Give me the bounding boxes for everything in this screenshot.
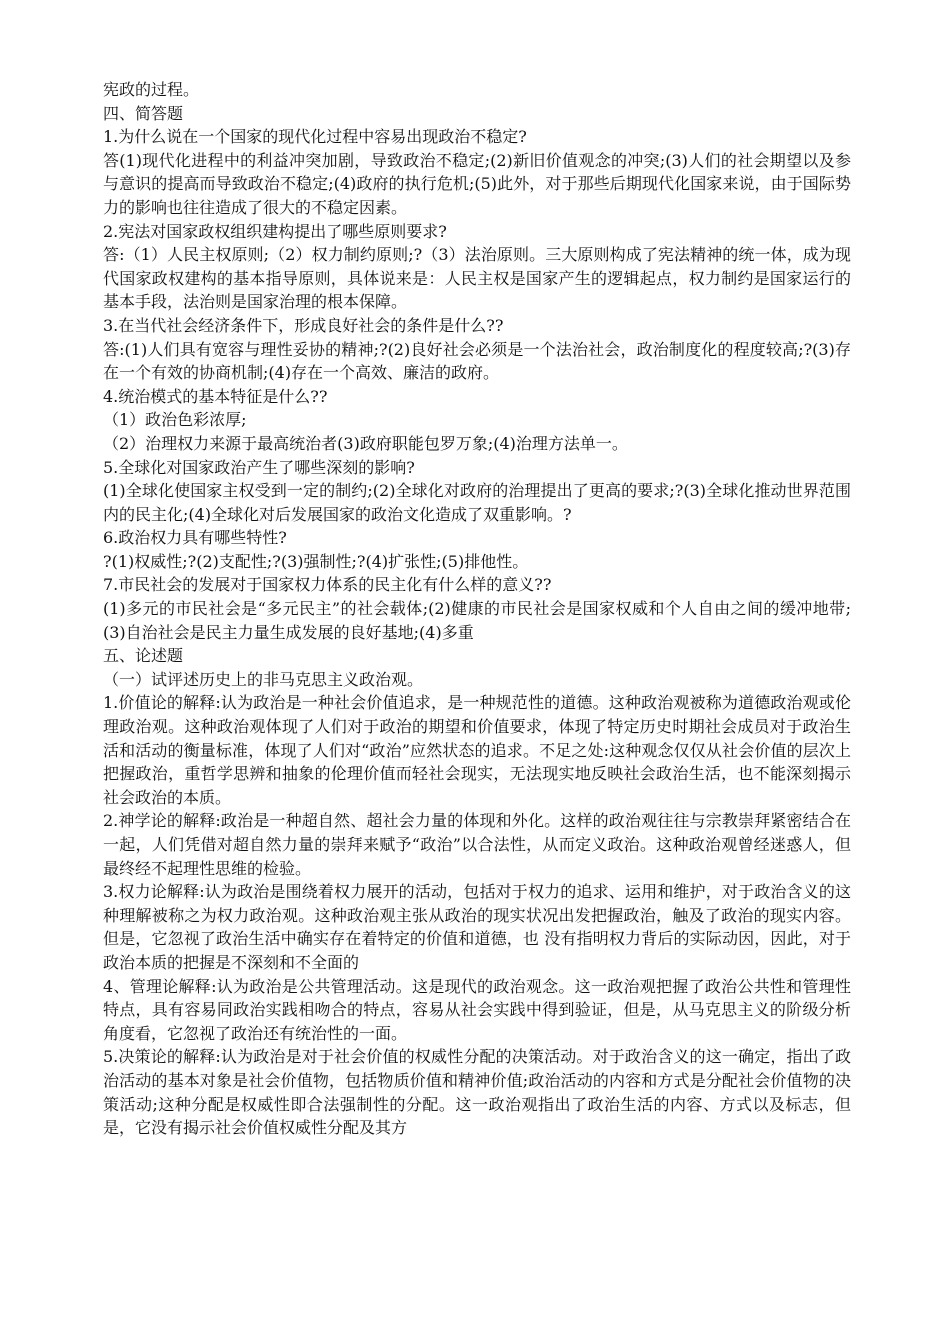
question-6: 6.政治权力具有哪些特性? [103,528,287,548]
question-7: 7.市民社会的发展对于国家权力体系的民主化有什么样的意义?? [103,575,552,595]
section-heading-short-answer: 四、简答题 [103,103,184,123]
answer-2: 答:（1）人民主权原则;（2）权力制约原则;?（3）法治原则。三大原则构成了宪法精神的统一体，成为现代国家政权建构的基本指导原则，具体说来是：人民主权是国家产生的逻辑起点，权力制约是国家运行的基本手段，法治则是国家治理的根本保障。 [103,245,851,312]
answer-7: (1)多元的市民社会是“多元民主”的社会载体;(2)健康的市民社会是国家权威和个人自由之间的缓冲地带;(3)自治社会是民主力量生成发展的良好基地;(4)多重 [103,599,851,642]
answer-4-part-1: （1）政治色彩浓厚; [103,410,247,430]
essay-question-1: （一）试评述历史上的非马克思主义政治观。 [103,669,424,689]
essay-point-2: 2.神学论的解释:政治是一种超自然、超社会力量的体现和外化。这样的政治观往往与宗教崇拜紧密结合在一起，人们凭借对超自然力量的崇拜来赋予“政治”以合法性，从而定义政治。这种政治观曾经迷惑人，但最终经不起理性思维的检验。 [103,811,851,878]
question-4: 4.统治模式的基本特征是什么?? [103,386,328,406]
essay-point-1: 1.价值论的解释:认为政治是一种社会价值追求，是一种规范性的道德。这种政治观被称为道德政治观或伦理政治观。这种政治观体现了人们对于政治的期望和价值要求，体现了特定历史时期社会成员对于政治生活和活动的衡量标准，体现了人们对“政治”应然状态的追求。不足之处:这种观念仅仅从社会价值的层次上把握政治，重哲学思辨和抽象的伦理价值而轻社会现实，无法现实地反映社会政治生活，也不能深刻揭示社会政治的本质。 [103,693,851,807]
answer-3: 答:(1)人们具有宽容与理性妥协的精神;?(2)良好社会必须是一个法治社会，政治制度化的程度较高;?(3)存在一个有效的协商机制;(4)存在一个高效、廉洁的政府。 [103,339,851,383]
paragraph-intro-end: 宪政的过程。 [103,80,200,99]
question-1: 1.为什么说在一个国家的现代化过程中容易出现政治不稳定? [103,127,527,147]
answer-1: 答(1)现代化进程中的利益冲突加剧，导致政治不稳定;(2)新旧价值观念的冲突;(3)人们的社会期望以及参与意识的提高而导致政治不稳定;(4)政府的执行危机;(5)此外，对于那些后期现代化国家来说，由于国际势力的影响也往往造成了很大的不稳定因素。 [103,150,851,217]
question-5: 5.全球化对国家政治产生了哪些深刻的影响? [103,457,415,477]
essay-point-3: 3.权力论解释:认为政治是围绕着权力展开的活动，包括对于权力的追求、运用和维护，对于政治含义的这种理解被称之为权力政治观。这种政治观主张从政治的现实状况出发把握政治，触及了政治的现实内容。但是，它忽视了政治生活中确实存在着特定的价值和道德，也 没有指明权力背后的实际动因，因此，对于政治本质的把握是不深刻和不全面的 [103,882,851,972]
answer-6: ?(1)权威性;?(2)支配性;?(3)强制性;?(4)扩张性;(5)排他性。 [103,551,529,571]
question-2: 2.宪法对国家政权组织建构提出了哪些原则要求? [103,221,447,241]
document-body [103,78,851,1140]
section-heading-essay: 五、论述题 [103,646,184,666]
essay-point-4: 4、管理论解释:认为政治是公共管理活动。这是现代的政治观念。这一政治观把握了政治公共性和管理性特点，具有容易同政治实践相吻合的特点，容易从社会实践中得到验证，但是，从马克思主义的阶级分析角度看，它忽视了政治还有统治性的一面。 [103,976,851,1043]
question-3: 3.在当代社会经济条件下，形成良好社会的条件是什么?? [103,315,504,335]
answer-4-part-2: （2）治理权力来源于最高统治者(3)政府职能包罗万象;(4)治理方法单一。 [103,433,628,453]
answer-5: (1)全球化使国家主权受到一定的制约;(2)全球化对政府的治理提出了更高的要求;?(3)全球化推动世界范围内的民主化;(4)全球化对后发展国家的政治文化造成了双重影响。? [103,481,851,524]
essay-point-5: 5.决策论的解释:认为政治是对于社会价值的权威性分配的决策活动。对于政治含义的这一确定，指出了政治活动的基本对象是社会价值物，包括物质价值和精神价值;政治活动的内容和方式是分配社会价值物的决策活动;这种分配是权威性即合法强制性的分配。这一政治观指出了政治生活的内容、方式以及标志，但是，它没有揭示社会价值权威性分配及其方 [103,1047,851,1138]
